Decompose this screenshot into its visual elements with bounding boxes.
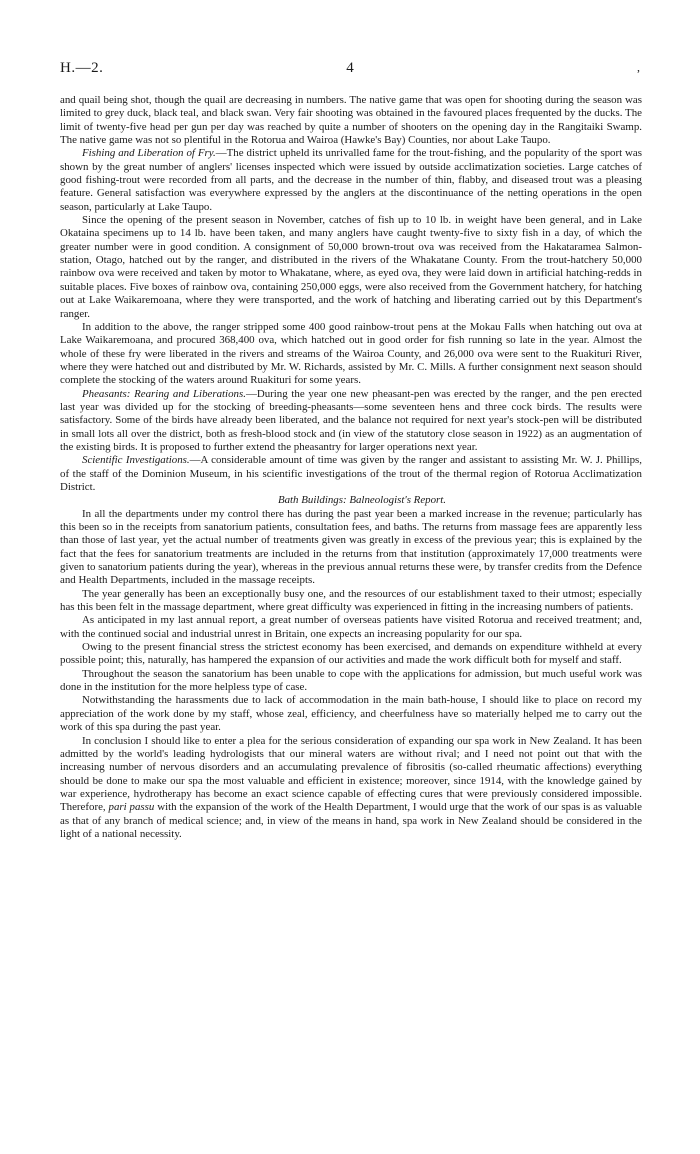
paragraph-sanatorium: Throughout the season the sanatorium has been unable to cope with the applications for admission, but much useful work was done in the institution for the more helpless type of case. — [60, 667, 642, 694]
paragraph-revenue: In all the departments under my control there has during the past year been a marked increase in the revenue; particularly has this been so in the receipts from sanatorium patients, consultation fees, and baths. The returns from massage fees are apparently less than those of last year, yet the actual number of treatments given was greatly in excess of the previous year; this is explained by the fact that the fees for sanatorium treatments are included in the returns from that institution (approximately 17,000 treatments were given to sanatorium patients during the year), whereas in the previous annual returns these were, by transfer credits from the Defence and Health Departments, included in the massage receipts. — [60, 507, 642, 587]
conclusion-text-a: In conclusion I should like to enter a plea for the serious consideration of expanding our spa work in New Zealand. It has been admitted by the world's leading hydrologists that our mineral waters are without rival; and I need not point out that with the increasing number of nervous disorders and an accumulating prevalence of fibrositis (so-called rheumatic affections) everything should be done to make our spa the most valuable and efficient in existence; moreover, since 1914, with the knowledge gained by war experience, hydrotherapy has become an exact science capable of effecting cures that were previously considered impossible. Therefore, — [60, 734, 642, 814]
pheasants-lead: Pheasants: Rearing and Liberations. — [82, 387, 246, 400]
scientific-text: —A considerable amount of time was given by the ranger and assistant to assisting Mr. W. J. Phillips, of the staff of the Dominion Museum, in his scientific investigations of the trout of the thermal region of Rotorua Acclimatization District. — [60, 454, 643, 493]
paragraph-fishing — [60, 147, 642, 214]
pheasants-text: —During the year one new pheasant-pen was erected by the ranger, and the pen erected last year was divided up for the stocking of breeding-pheasants—some seventeen hens and three cock birds. The results were satisfactory. Some of the birds have already been liberated, and the balance not required for next year's stock-pen will be distributed in small lots all over the district, both as fresh-blood stock and (in view of the statutory close season in 1922) as an augmentation of the existing birds. It is proposed to further extend the pheasantry for larger operations next year. — [60, 387, 643, 453]
paragraph-scientific — [60, 454, 642, 494]
paragraph-game-shooting: and quail being shot, though the quail are decreasing in numbers. The native game that was open for shooting during the season was limited to grey duck, black teal, and black swan. Very fair shooting was obtained in the favoured places frequented by the ducks. The limit of twenty-five head per gun per day was reached by quite a number of shooters on the opening day in the Rangitaiki Swamp. The native game was not so plentiful in the Rotorua and Wairoa (Hawke's Bay) Counties, nor about Lake Taupo. — [60, 94, 642, 147]
scientific-lead: Scientific Investigations. — [82, 454, 190, 467]
paragraph-busy-year: The year generally has been an exceptionally busy one, and the resources of our establishment taxed to their utmost; especially has this been felt in the massage department, where great difficulty was experienced in fitting in the increasing numbers of patients. — [60, 587, 642, 614]
paragraph-conclusion — [60, 735, 642, 842]
stray-mark: , — [637, 60, 640, 74]
paragraph-overseas-patients: As anticipated in my last annual report, a great number of overseas patients have visited Rotorua and received treatment; and, with the continued social and industrial unrest in Britain, one expects an increasing popularity for our spa. — [60, 614, 642, 640]
conclusion-text-b: with the expansion of the work of the Health Department, I would urge that the work of our spas is as valuable as that of any branch of medical science; and, in view of the means in hand, spa work in New Zealand should be considered in the light of a national necessity. — [60, 801, 642, 840]
paragraph-economy: Owing to the present financial stress the strictest economy has been exercised, and demands on expenditure withheld at every possible point; this, naturally, has hampered the expansion of our activities and made the work difficult both for myself and staff. — [60, 641, 642, 667]
report-reference: H.—2. — [60, 60, 104, 76]
section-heading: Bath Buildings: Balneologist's Report. — [277, 494, 447, 507]
page-header — [60, 60, 640, 82]
paragraph-mokau-falls: In addition to the above, the ranger stripped some 400 good rainbow-trout pens at the Mokau Falls when hatching out ova at Lake Waikaremoana, and procured 368,400 ova, which hatched out in good order for fish running so late in the year. Almost the whole of these fry were liberated in the rivers and streams of the Wairoa County, and 26,000 ova were sent to the Ruakituri River, where they were hatched out and distributed by Mr. W. Richards, assisted by Mr. C. Mills. A further consignment next season should complete the stocking of the waters around Ruakituri for some years. — [60, 320, 642, 387]
paragraph-staff: Notwithstanding the harassments due to lack of accommodation in the main bath-house, I should like to place on record my appreciation of the work done by my staff, whose zeal, efficiency, and cheerfulness have so materially helped me to carry out the work of this spa during the past year. — [60, 694, 642, 734]
body-text — [60, 94, 642, 841]
fishing-text: —The district upheld its unrivalled fame for the trout-fishing, and the popularity of the sport was shown by the great number of anglers' licenses inspected which were issued by outside acclimatization societies. Large catches of good fishing-trout were recorded from all parts, and the decrease in the number of thin, flabby, and diseased trout was a pleasing feature. General satisfaction was everywhere expressed by the anglers at the discontinuance of the netting operations in the open season, particularly at Lake Taupo. — [60, 147, 642, 213]
paragraph-pheasants — [60, 388, 642, 455]
fishing-lead: Fishing and Liberation of Fry. — [82, 147, 216, 160]
paragraph-season-catches: Since the opening of the present season in November, catches of fish up to 10 lb. in weight have been general, and in Lake Okataina specimens up to 14 lb. have been taken, and many anglers have caught twenty-five to sixty fish in a day, of which the greater number were in good condition. A consignment of 50,000 brown-trout ova was received from the Hakataramea Salmon-station, Otago, hatched out by the ranger, and distributed in the rivers of the Whakatane County. From the trout-hatchery 50,000 rainbow ova were received and taken by motor to Whakatane, where, as eyed ova, they were laid down in artificial hatching-redds in suitable places. Five boxes of rainbow ova, containing 250,000 eggs, were also received from the Government hatchery, for hatching out at Lake Waikaremoana, where they were transported, and the work of hatching and liberating carried out by this Department's ranger. — [60, 214, 642, 320]
page-number: 4 — [346, 60, 354, 76]
conclusion-italic: pari passu — [108, 801, 155, 814]
